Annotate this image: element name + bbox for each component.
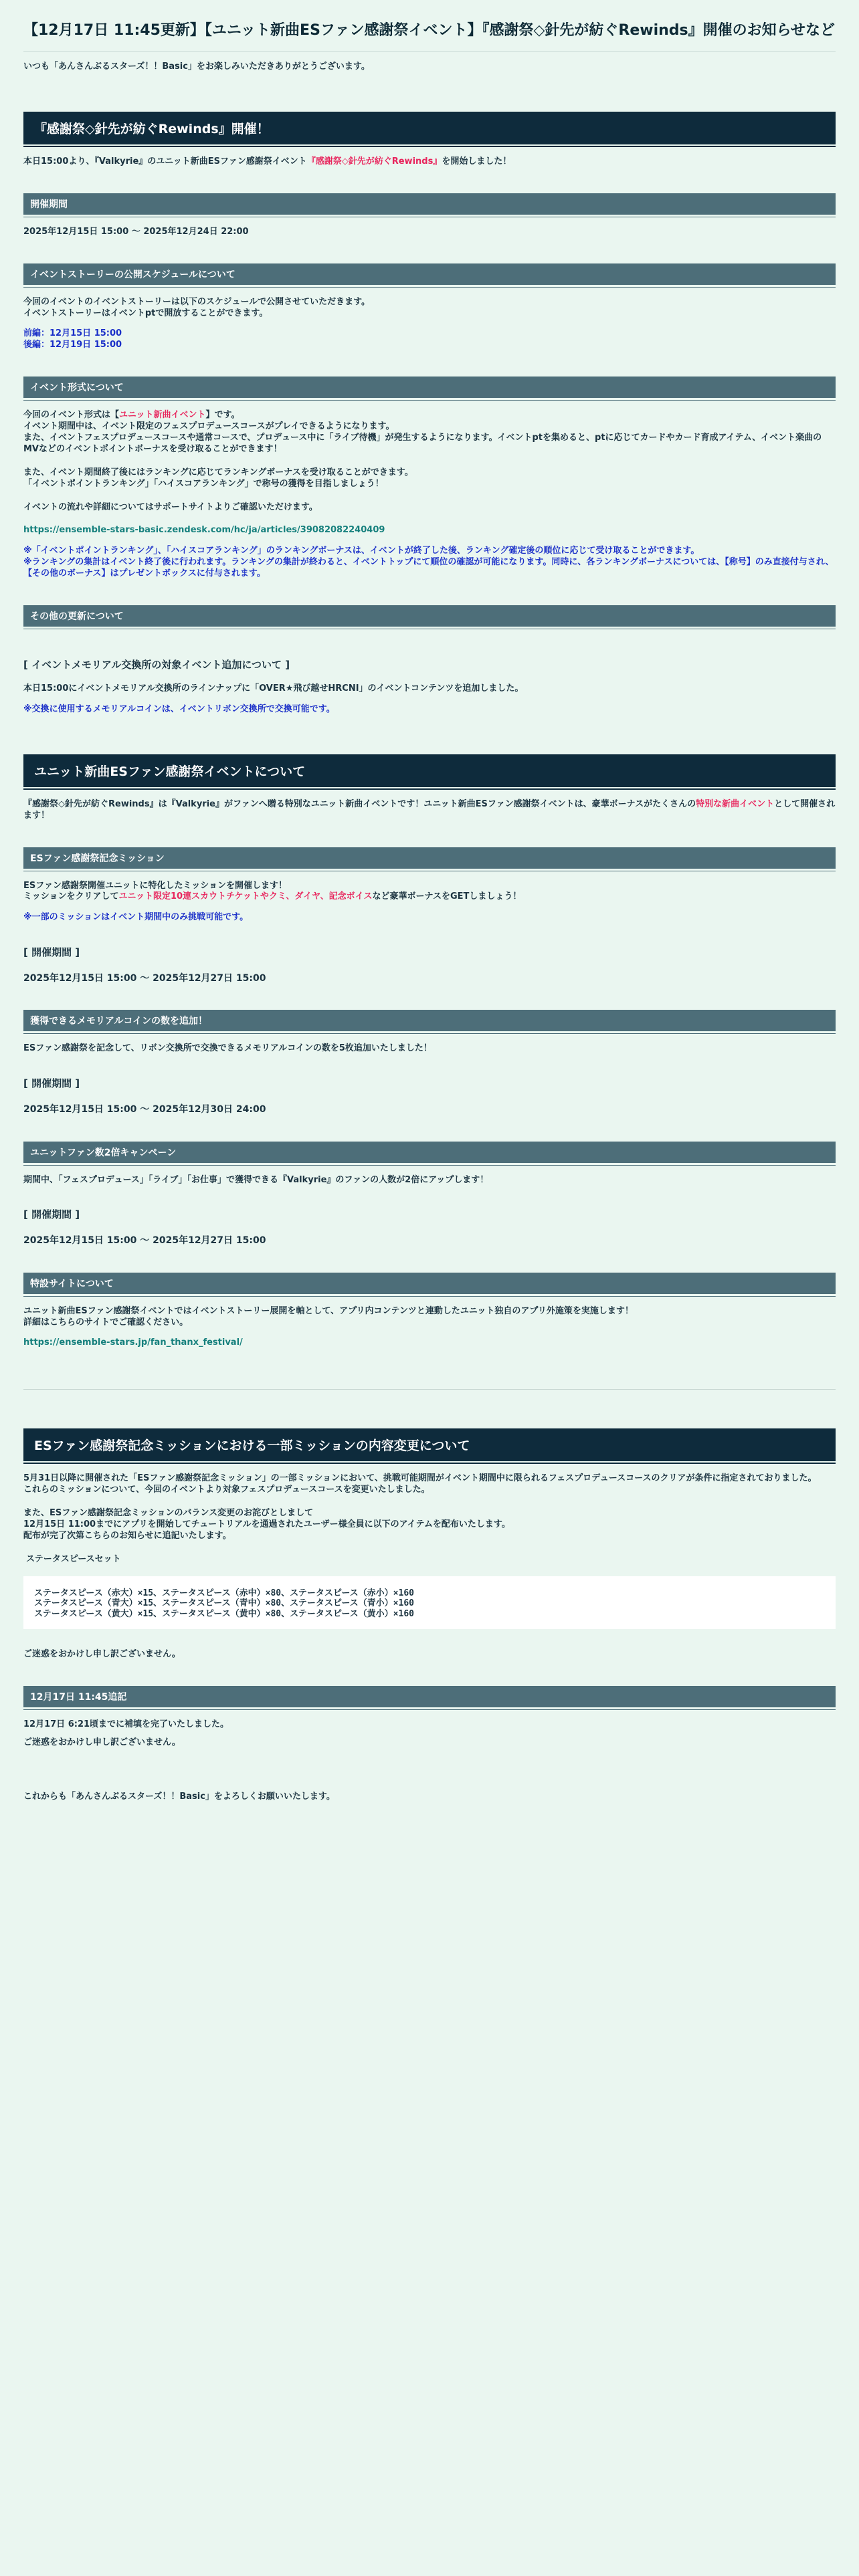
fan-festival-header: ユニット新曲ESファン感謝祭イベントについて	[23, 754, 836, 787]
piece-line-red: ステータスピース（赤大）×15、ステータスピース（赤中）×80、ステータスピース（赤小）×160	[34, 1588, 414, 1598]
format-line-2: また、イベントフェスプロデュースコースや通常コースで、プロデュース中に「ライブ待機」が発生するようになります。イベントptを集めると、ptに応じてカードやカード育成アイテム、イベント楽曲のMVなどのイベントポイントボーナスを受け取ることができます！	[23, 433, 822, 454]
fan-special-highlight: 特別な新曲イベント	[696, 798, 775, 809]
ranking-note-1: ※「イベントポイントランキング」、「ハイスコアランキング」のランキングボーナスは、イベントが終了した後、ランキング確定後の順位に応じて受け取ることができます。	[23, 546, 700, 556]
mission-line-1: ESファン感謝祭開催ユニットに特化したミッションを開催します！	[23, 880, 287, 891]
change-line-3: また、ESファン感謝祭記念ミッションのバランス変更のお詫びとしまして	[23, 1508, 314, 1519]
mission-reward-highlight: ユニット限定10連スカウトチケットやクミ、ダイヤ、	[118, 891, 329, 902]
page-title: 【12月17日 11:45更新】【ユニット新曲ESファン感謝祭イベント】『感謝祭◇針先が紡ぐRewinds』開催のお知らせなど	[23, 0, 836, 52]
mission-note: ※一部のミッションはイベント期間中のみ挑戦可能です。	[23, 912, 249, 923]
apology-text-2: ご迷惑をおかけし申し訳ございません。	[23, 1737, 181, 1747]
piece-line-yellow: ステータスピース（黄大）×15、ステータスピース（黄中）×80、ステータスピース（黄小）×160	[34, 1609, 414, 1620]
change-line-4: 12月15日 11:00までにアプリを開始してチュートリアルを通過されたユーザー様全員に以下のアイテムを配布いたします。	[23, 1519, 510, 1529]
ranking-note-2: ※ランキングの集計はイベント終了後に行われます。ランキングの集計が終わると、イベントトップにて順位の確認が可能になります。同時に、各ランキングボーナスについては、【称号】のみ直接付与され、【その他のボーナス】はプレゼントボックスに付与されます。	[23, 557, 834, 579]
ranking-line-1: また、イベント期間終了後にはランキングに応じてランキングボーナスを受け取ることができます。	[23, 467, 413, 477]
mission-period: 2025年12月15日 15:00 〜 2025年12月27日 15:00	[23, 973, 266, 984]
other-updates-header: その他の更新について	[23, 605, 836, 627]
memorial-header: [ イベントメモリアル交換所の対象イベント追加について ]	[23, 659, 290, 671]
special-site-link[interactable]: https://ensemble-stars.jp/fan_thanx_festival/	[23, 1337, 243, 1348]
story-schedule-header: イベントストーリーの公開スケジュールについて	[23, 263, 836, 285]
mission-period-label: [ 開催期間 ]	[23, 946, 80, 959]
format-line-1: イベント期間中は、イベント限定のフェスプロデュースコースがプレイできるようになります。	[23, 421, 395, 432]
site-line-2: 詳細はこちらのサイトでご確認ください。	[23, 1317, 189, 1327]
coin-period-label: [ 開催期間 ]	[23, 1077, 80, 1090]
story-line-2: イベントストーリーはイベントptで開放することができます。	[23, 308, 268, 318]
site-line-1: ユニット新曲ESファン感謝祭イベントではイベントストーリー展開を軸として、アプリ内コンテンツと連動したユニット独自のアプリ外施策を実施します！	[23, 1305, 634, 1316]
double-period: 2025年12月15日 15:00 〜 2025年12月27日 15:00	[23, 1235, 266, 1247]
event-format-header: イベント形式について	[23, 377, 836, 398]
status-piece-box	[23, 1576, 836, 1630]
addendum-header: 12月17日 11:45追記	[23, 1686, 836, 1707]
event-period: 2025年12月15日 15:00 〜 2025年12月24日 22:00	[23, 226, 249, 237]
story-line-1: 今回のイベントのイベントストーリーは以下のスケジュールで公開させていただきます。	[23, 296, 371, 307]
mission-header: ESファン感謝祭記念ミッション	[23, 847, 836, 869]
flow-line: イベントの流れや詳細についてはサポートサイトよりご確認いただけます。	[23, 502, 318, 512]
period-header: 開催期間	[23, 193, 836, 215]
support-site-link[interactable]: https://ensemble-stars-basic.zendesk.com/hc/ja/articles/39082082240409	[23, 525, 385, 536]
format-intro: 今回のイベント形式は【ユニット新曲イベント】です。	[23, 410, 240, 421]
mission-line-2: ミッションをクリアしてユニット限定10連スカウトチケットやクミ、ダイヤ、記念ボイスなど豪華ボーナスをGETしましょう！	[23, 891, 522, 902]
change-line-1: 5月31日以降に開催された「ESファン感謝祭記念ミッション」の一部ミッションにおいて、挑戦可能期間がイベント期間中に限られるフェスプロデュースコースのクリアが条件に指定されておりました。	[23, 1473, 817, 1484]
story-part-1: 前編：12月15日 15:00	[23, 328, 122, 339]
coin-period: 2025年12月15日 15:00 〜 2025年12月30日 24:00	[23, 1104, 266, 1115]
status-set-label: ステータスピースセット	[26, 1553, 121, 1564]
coin-header: 獲得できるメモリアルコインの数を追加！	[23, 1010, 836, 1031]
double-fan-line: 期間中、「フェスプロデュース」「ライブ」「お仕事」で獲得できる『Valkyrie』のファンの人数が2倍にアップします！	[23, 1174, 489, 1185]
change-line-2: これらのミッションについて、今回のイベントより対象フェスプロデュースコースを変更いたしました。	[23, 1485, 430, 1495]
fan-intro: 『感謝祭◇針先が紡ぐRewinds』は『Valkyrie』がファンへ贈る特別なユニット新曲イベントです！ユニット新曲ESファン感謝祭イベントは、豪華ボーナスがたくさんの特別な新曲イベントとして開催されます！	[23, 798, 836, 821]
addendum-line: 12月17日 6:21頃までに補填を完了いたしました。	[23, 1719, 229, 1730]
coin-line: ESファン感謝祭を記念して、リボン交換所で交換できるメモリアルコインの数を5枚追加いたしました！	[23, 1043, 432, 1054]
special-site-header: 特設サイトについて	[23, 1273, 836, 1294]
format-name-highlight: ユニット新曲イベント	[119, 410, 206, 421]
story-part-2: 後編：12月19日 15:00	[23, 340, 122, 350]
apology-text: ご迷惑をおかけし申し訳ございません。	[23, 1649, 181, 1660]
piece-line-blue: ステータスピース（青大）×15、ステータスピース（青中）×80、ステータスピース（青小）×160	[34, 1598, 414, 1609]
mission-change-header: ESファン感謝祭記念ミッションにおける一部ミッションの内容変更について	[23, 1428, 836, 1461]
mission-voice-highlight: 記念ボイス	[328, 891, 373, 902]
intro-text: いつも「あんさんぶるスターズ！！Basic」をお楽しみいただきありがとうございます。	[23, 62, 370, 72]
memorial-note: ※交換に使用するメモリアルコインは、イベントリボン交換所で交換可能です。	[23, 704, 335, 714]
change-line-5: 配布が完了次第こちらのお知らせに追記いたします。	[23, 1530, 231, 1541]
event-open-text: 本日15:00より、『Valkyrie』のユニット新曲ESファン感謝祭イベント『感謝祭◇針先が紡ぐRewinds』を開始しました！	[23, 156, 512, 167]
double-fan-header: ユニットファン数2倍キャンペーン	[23, 1142, 836, 1163]
section-divider	[23, 1389, 836, 1390]
double-period-label: [ 開催期間 ]	[23, 1208, 80, 1221]
event-name-highlight: 『感謝祭◇針先が紡ぐRewinds』	[306, 156, 442, 167]
ranking-line-2: 「イベントポイントランキング」「ハイスコアランキング」で称号の獲得を目指しましょう！	[23, 478, 384, 489]
memorial-line: 本日15:00にイベントメモリアル交換所のラインナップに「OVER★飛び越せHRCNI」のイベントコンテンツを追加しました。	[23, 683, 524, 694]
event-header: 『感謝祭◇針先が紡ぐRewinds』開催！	[23, 112, 836, 144]
closing-text: これからも「あんさんぶるスターズ！！Basic」をよろしくお願いいたします。	[23, 1791, 335, 1802]
